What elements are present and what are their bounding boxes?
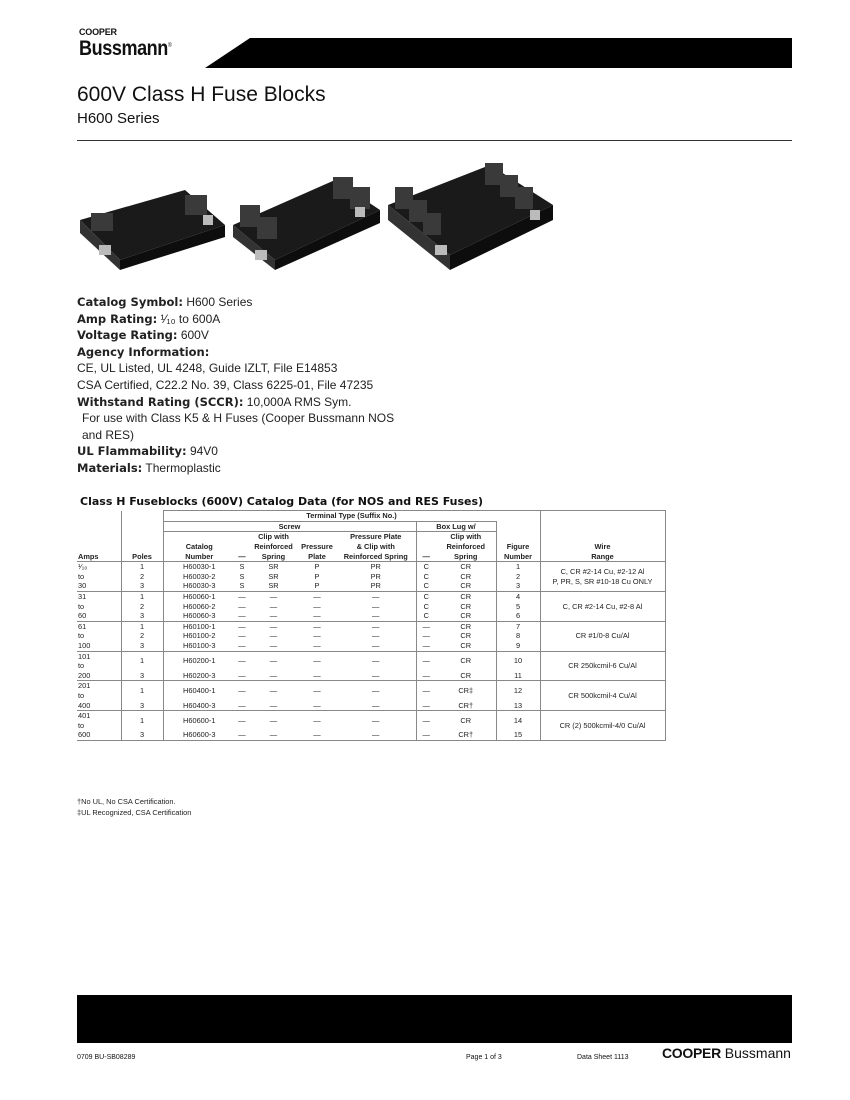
- spec-withstand: [77, 394, 394, 411]
- cell-pr: —: [372, 656, 380, 666]
- cell-c: —: [416, 651, 436, 671]
- cell-amps: to: [78, 601, 85, 611]
- cell-amps: 100: [78, 640, 91, 650]
- table-row: [77, 711, 665, 721]
- footer-band: [77, 995, 792, 1043]
- cell-cr: CR: [460, 562, 472, 572]
- cell-poles: 2: [121, 631, 163, 641]
- fuse-block-2-pole: [233, 177, 380, 270]
- cell-figure: 1: [496, 562, 540, 572]
- cell-amps: 61: [78, 621, 87, 631]
- cell-p: P: [314, 562, 320, 572]
- cell-wire-range: [540, 562, 665, 592]
- cell-c: C: [416, 602, 436, 612]
- cell-figure: 4: [496, 591, 540, 601]
- cell-figure: 14: [496, 711, 540, 731]
- cell-p: —: [313, 601, 321, 611]
- spec-amp-rating: [77, 311, 394, 328]
- cell-figure: 6: [496, 611, 540, 621]
- brand-logo: [79, 37, 171, 61]
- cell-s: —: [238, 591, 246, 601]
- col-box-clip: [436, 532, 496, 562]
- spec-withstand-note: and RES): [82, 427, 135, 442]
- cell-catalog: H60400-3: [163, 701, 235, 711]
- cell-sr: —: [269, 730, 278, 740]
- col-wire: [540, 532, 665, 562]
- cell-pr: —: [372, 631, 380, 641]
- cell-s: —: [238, 715, 246, 725]
- spec-voltage-rating: [77, 327, 394, 344]
- cell-poles: 1: [121, 711, 163, 731]
- cell-wire-range: C, CR #2-14 Cu, #2-8 Al: [540, 591, 665, 621]
- page-subtitle: H600 Series: [77, 110, 160, 127]
- footer-page-number: Page 1 of 3: [466, 1054, 502, 1061]
- cell-sr: —: [269, 591, 278, 601]
- cell-amps: 201: [78, 681, 91, 691]
- cell-c: —: [416, 631, 436, 641]
- cell-cr: CR: [460, 621, 472, 631]
- cell-cr: CR†: [458, 730, 474, 740]
- col-dash: —: [235, 532, 249, 562]
- cell-poles: 1: [121, 621, 163, 631]
- cell-cr: CR: [460, 591, 472, 601]
- cell-cr: CR: [460, 571, 472, 581]
- spec-value: Thermoplastic: [145, 460, 221, 475]
- cell-pr: —: [372, 591, 380, 601]
- screw-header: Screw: [163, 521, 416, 532]
- footer-document-code: 0709 BU-SB08289: [77, 1054, 136, 1061]
- cell-sr: —: [269, 631, 278, 641]
- spec-label: Withstand Rating (SCCR):: [77, 394, 244, 409]
- box-lug-header: Box Lug w/: [416, 521, 496, 532]
- cell-sr: —: [269, 611, 278, 621]
- cell-cr: CR: [460, 631, 472, 641]
- col-amps: Amps: [78, 551, 99, 561]
- cell-p: P: [314, 571, 320, 581]
- spec-label: UL Flammability:: [77, 444, 187, 459]
- cell-sr: SR: [268, 562, 279, 572]
- cell-s: S: [239, 562, 245, 572]
- spec-agency-line: CSA Certified, C22.2 No. 39, Class 6225-01, File 47235: [77, 377, 374, 392]
- cell-p: —: [313, 631, 321, 641]
- wire-range-line: C, CR #2-14 Cu, #2-12 Al: [560, 566, 645, 576]
- table-row: [77, 562, 665, 572]
- footer-cooper-bussmann-logo: [662, 1045, 791, 1061]
- col-pressure-line: Pressure: [301, 542, 333, 551]
- cell-sr: —: [269, 640, 278, 650]
- cell-c: —: [416, 681, 436, 701]
- col-figure: [496, 532, 540, 562]
- cell-poles: 2: [121, 602, 163, 612]
- title-divider: [77, 140, 792, 141]
- cell-p: —: [313, 700, 321, 710]
- fuse-block-1-pole: [80, 190, 225, 270]
- cell-cr: CR: [460, 656, 472, 666]
- fuse-block-product-photo: [75, 155, 565, 280]
- spec-flammability: [77, 443, 394, 460]
- cell-sr: SR: [268, 581, 279, 591]
- cell-amps: 60: [78, 611, 87, 621]
- cell-catalog: H60030-1: [163, 562, 235, 572]
- cell-poles: 3: [121, 611, 163, 621]
- col-catalog-line: Number: [185, 551, 214, 561]
- cell-pr: —: [372, 686, 380, 696]
- cell-sr: —: [269, 700, 278, 710]
- cell-figure: 5: [496, 602, 540, 612]
- table-column-headers: [77, 532, 665, 562]
- cell-p: —: [313, 640, 321, 650]
- cell-catalog: H60200-1: [163, 651, 235, 671]
- cell-cr: CR: [460, 601, 472, 611]
- table-row: [77, 591, 665, 601]
- cell-pr: PR: [370, 571, 381, 581]
- spec-catalog-symbol: [77, 294, 394, 311]
- cell-poles: 3: [121, 730, 163, 740]
- spec-materials: [77, 460, 394, 477]
- page-title: 600V Class H Fuse Blocks: [77, 83, 326, 106]
- cell-s: S: [239, 571, 245, 581]
- cell-sr: —: [269, 686, 278, 696]
- footer-logo-cooper: COOPER: [662, 1045, 721, 1061]
- cell-s: —: [238, 730, 246, 740]
- cell-c: C: [416, 581, 436, 591]
- table-row: [77, 681, 665, 691]
- footer-datasheet-number: Data Sheet 1113: [577, 1054, 629, 1061]
- cell-sr: —: [269, 621, 278, 631]
- cell-figure: 12: [496, 681, 540, 701]
- cell-amps: 31: [78, 591, 87, 601]
- terminal-type-header: Terminal Type (Suffix No.): [163, 511, 540, 522]
- cell-c: C: [416, 572, 436, 582]
- spec-value: ¹⁄₁₀ to 600A: [160, 311, 221, 326]
- cell-p: —: [313, 715, 321, 725]
- cell-poles: 3: [121, 641, 163, 651]
- cell-catalog: H60060-2: [163, 602, 235, 612]
- cell-pr: —: [372, 670, 380, 680]
- fuse-block-3-pole: [388, 163, 553, 270]
- table-header-row: [77, 511, 665, 522]
- cell-pr: —: [372, 730, 380, 740]
- cell-figure: 9: [496, 641, 540, 651]
- cell-figure: 7: [496, 621, 540, 631]
- col-clip-line: Reinforced: [254, 542, 293, 551]
- cell-s: S: [239, 581, 245, 591]
- col-pp-clip-line: Pressure Plate: [350, 532, 402, 542]
- cell-pr: —: [372, 715, 380, 725]
- cell-c: C: [416, 562, 436, 572]
- wire-range-line: P, PR, S, SR #10-18 Cu ONLY: [552, 576, 653, 586]
- cell-sr: —: [269, 715, 278, 725]
- cell-pr: —: [372, 611, 380, 621]
- spec-value: 600V: [180, 328, 209, 343]
- cell-poles: 1: [121, 651, 163, 671]
- spec-label: Agency Information:: [77, 344, 210, 359]
- cell-pr: PR: [370, 581, 381, 591]
- cell-figure: 15: [496, 730, 540, 740]
- cell-poles: 1: [121, 681, 163, 701]
- cell-catalog: H60030-2: [163, 572, 235, 582]
- cell-p: —: [313, 730, 321, 740]
- col-pressure: [298, 532, 336, 562]
- cell-s: —: [238, 611, 246, 621]
- spec-value: 10,000A RMS Sym.: [246, 394, 352, 409]
- cell-catalog: H60600-1: [163, 711, 235, 731]
- spec-label: Catalog Symbol:: [77, 295, 183, 309]
- cell-s: —: [238, 700, 246, 710]
- col-wire-line: Range: [591, 551, 614, 561]
- cell-amps: ¹⁄₁₀: [78, 562, 88, 572]
- spec-value: H600 Series: [186, 295, 253, 309]
- cell-amps: 600: [78, 730, 91, 740]
- spec-label: Voltage Rating:: [77, 328, 178, 343]
- col-pp-clip-line: Reinforced Spring: [343, 551, 408, 561]
- cell-figure: 11: [496, 671, 540, 681]
- cell-catalog: H60100-1: [163, 621, 235, 631]
- cell-catalog: H60060-1: [163, 591, 235, 601]
- cell-cr: CR: [460, 611, 472, 621]
- spec-label: Materials:: [77, 460, 143, 475]
- cell-amps: 101: [78, 651, 91, 661]
- cell-amps: to: [78, 631, 85, 641]
- col-poles: Poles: [121, 532, 163, 562]
- cell-p: P: [314, 581, 320, 591]
- cell-p: —: [313, 670, 321, 680]
- col-pp-clip-line: & Clip with: [356, 542, 395, 551]
- cell-pr: —: [372, 601, 380, 611]
- spec-label: Amp Rating:: [77, 311, 158, 326]
- footer-logo-bussmann: Bussmann: [720, 1045, 791, 1061]
- col-catalog-line: Catalog: [185, 542, 213, 551]
- cell-c: —: [416, 641, 436, 651]
- spec-agency: [77, 344, 394, 361]
- col-clip-line: Clip with: [258, 532, 289, 542]
- cell-catalog: H60030-3: [163, 581, 235, 591]
- catalog-table: [77, 510, 666, 741]
- cell-c: C: [416, 611, 436, 621]
- cell-amps: 200: [78, 670, 91, 680]
- cell-amps: to: [78, 571, 85, 581]
- cell-cr: CR: [460, 581, 472, 591]
- spec-agency-line: CE, UL Listed, UL 4248, Guide IZLT, File E14853: [77, 361, 338, 376]
- cell-s: —: [238, 640, 246, 650]
- cell-c: C: [416, 591, 436, 601]
- cell-c: —: [416, 701, 436, 711]
- cell-catalog: H60060-3: [163, 611, 235, 621]
- cell-pr: PR: [370, 562, 381, 572]
- cell-s: —: [238, 601, 246, 611]
- cell-wire-range: CR 250kcmil-6 Cu/Al: [540, 651, 665, 681]
- cell-p: —: [313, 686, 321, 696]
- cell-cr: CR‡: [458, 686, 474, 696]
- col-dash2: —: [416, 532, 436, 562]
- cell-sr: —: [269, 601, 278, 611]
- cell-figure: 13: [496, 701, 540, 711]
- cell-cr: CR: [460, 640, 472, 650]
- footnote-dagger: †No UL, No CSA Certification.: [77, 797, 176, 806]
- cell-poles: 3: [121, 581, 163, 591]
- cell-s: —: [238, 670, 246, 680]
- cell-pr: —: [372, 640, 380, 650]
- cell-sr: —: [269, 670, 278, 680]
- cell-sr: SR: [268, 571, 279, 581]
- col-wire-line: Wire: [594, 542, 611, 551]
- table-title: Class H Fuseblocks (600V) Catalog Data (for NOS and RES Fuses): [80, 495, 484, 508]
- col-clip: [249, 532, 298, 562]
- col-box-clip-line: Clip with: [450, 532, 482, 542]
- cell-amps: to: [78, 720, 85, 730]
- cell-poles: 3: [121, 671, 163, 681]
- spec-list: [77, 294, 394, 477]
- footnote-double-dagger: ‡UL Recognized, CSA Certification: [77, 808, 192, 817]
- cell-wire-range: CR (2) 500kcmil-4/0 Cu/Al: [540, 711, 665, 741]
- col-box-clip-line: Reinforced: [446, 542, 486, 551]
- cell-catalog: H60400-1: [163, 681, 235, 701]
- table-header-row: [77, 521, 665, 532]
- cell-p: —: [313, 611, 321, 621]
- cell-amps: 400: [78, 700, 91, 710]
- table-row: [77, 651, 665, 661]
- cell-amps: 401: [78, 711, 91, 721]
- col-clip-line: Spring: [261, 551, 286, 561]
- cell-figure: 2: [496, 572, 540, 582]
- cell-catalog: H60600-3: [163, 730, 235, 740]
- brand-cooper-text: COOPER: [79, 27, 117, 37]
- cell-cr: CR: [460, 670, 472, 680]
- cell-poles: 1: [121, 562, 163, 572]
- col-pressure-line: Plate: [308, 551, 326, 561]
- col-box-clip-line: Spring: [454, 551, 478, 561]
- cell-s: —: [238, 686, 246, 696]
- cell-c: —: [416, 621, 436, 631]
- cell-figure: 10: [496, 651, 540, 671]
- cell-c: —: [416, 730, 436, 740]
- spec-value: 94V0: [189, 444, 218, 459]
- cell-catalog: H60200-3: [163, 671, 235, 681]
- cell-figure: 8: [496, 631, 540, 641]
- col-catalog: [163, 532, 235, 562]
- cell-amps: to: [78, 690, 85, 700]
- cell-amps: 30: [78, 581, 87, 591]
- registered-mark: ®: [167, 43, 172, 49]
- cell-wire-range: CR #1/0-8 Cu/Al: [540, 621, 665, 651]
- table-footnotes: [77, 796, 191, 818]
- cell-s: —: [238, 656, 246, 666]
- cell-s: —: [238, 621, 246, 631]
- cell-c: —: [416, 711, 436, 731]
- col-figure-line: Figure: [506, 542, 530, 551]
- cell-p: —: [313, 591, 321, 601]
- cell-sr: —: [269, 656, 278, 666]
- brand-name: Bussmann: [79, 37, 168, 60]
- cell-catalog: H60100-3: [163, 641, 235, 651]
- cell-p: —: [313, 656, 321, 666]
- cell-p: —: [313, 621, 321, 631]
- cell-figure: 3: [496, 581, 540, 591]
- cell-s: —: [238, 631, 246, 641]
- cell-poles: 3: [121, 701, 163, 711]
- spec-withstand-note: For use with Class K5 & H Fuses (Cooper Bussmann NOS: [82, 411, 395, 426]
- cell-pr: —: [372, 700, 380, 710]
- cell-cr: CR: [460, 715, 472, 725]
- cell-cr: CR†: [458, 700, 474, 710]
- cell-amps: to: [78, 661, 85, 671]
- cell-wire-range: CR 500kcmil-4 Cu/Al: [540, 681, 665, 711]
- cell-pr: —: [372, 621, 380, 631]
- cell-catalog: H60100-2: [163, 631, 235, 641]
- table-row: [77, 621, 665, 631]
- col-figure-line: Number: [504, 551, 532, 561]
- cell-poles: 1: [121, 591, 163, 601]
- cell-c: —: [416, 671, 436, 681]
- cell-poles: 2: [121, 572, 163, 582]
- col-pp-clip: [336, 532, 416, 562]
